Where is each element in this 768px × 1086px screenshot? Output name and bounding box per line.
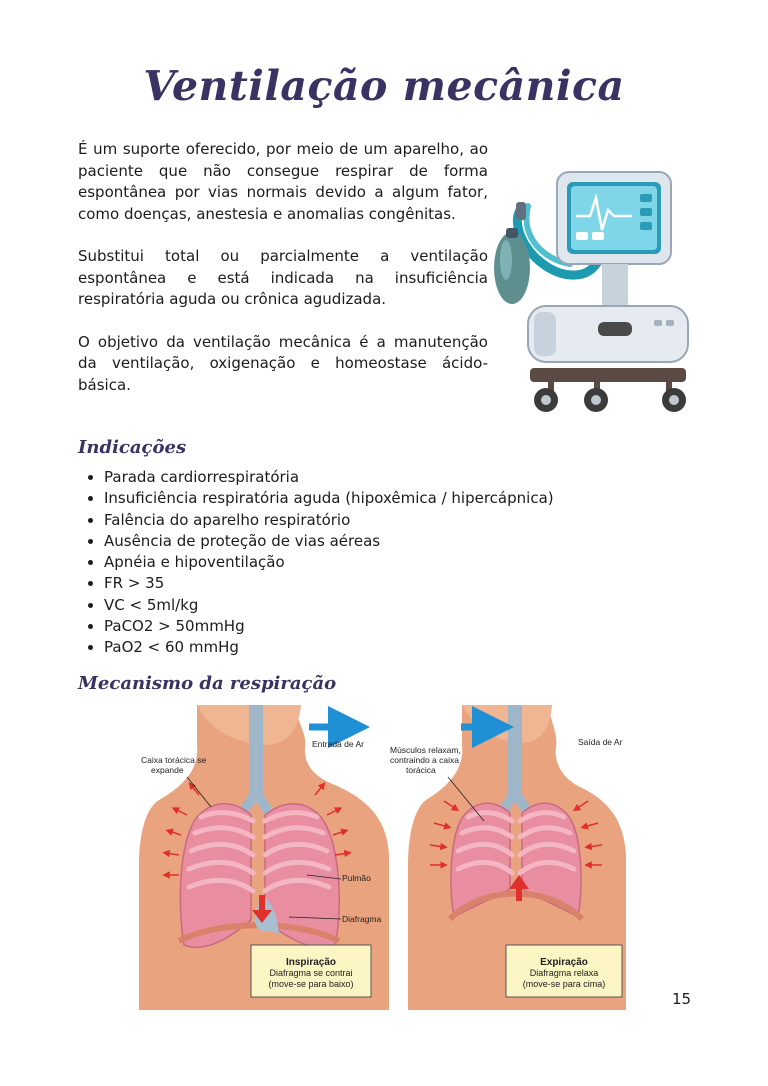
- intro-paragraph-2: Substitui total ou parcialmente a ventilação espontânea e está indicada na insuficiência respiratória aguda ou crônica agudizada.: [78, 247, 488, 308]
- list-item: • Ausência de proteção de vias aéreas: [104, 531, 554, 552]
- muscles-label-line-3: torácica: [406, 765, 436, 775]
- intro-paragraph-1: É um suporte oferecido, por meio de um aparelho, ao paciente que não consegue respirar de forma espontânea por vias normais devido a algum fator, como doenças, anestesia e anomalias congênitas.: [78, 140, 488, 223]
- ribcage-label-line-2: expande: [151, 765, 184, 775]
- intro-text: [78, 139, 488, 417]
- expiration-box-title: Expiração: [540, 957, 588, 968]
- inspiration-panel: [139, 705, 389, 1010]
- expiration-panel: [390, 705, 626, 1010]
- indications-list: [82, 467, 554, 659]
- expiration-box-line-2: (move-se para cima): [522, 979, 606, 989]
- expiration-air-label: Saída de Ar: [578, 737, 623, 747]
- list-item: • Insuficiência respiratória aguda (hipoxêmica / hipercápnica): [104, 488, 554, 509]
- page-number: 15: [672, 990, 692, 1008]
- inspiration-box-title: Inspiração: [285, 957, 337, 968]
- intro-paragraph-3: O objetivo da ventilação mecânica é a manutenção da ventilação, oxigenação e homeostase ácido-básica.: [78, 332, 488, 394]
- inspiration-box-line-2: (move-se para baixo): [268, 979, 354, 989]
- muscles-label-line-1: Músculos relaxam,: [390, 745, 461, 755]
- list-item: • FR > 35: [104, 573, 554, 594]
- inspiration-air-label: Entrada de Ar: [312, 739, 364, 749]
- breathing-mechanism-diagram: [139, 705, 629, 1010]
- list-item: • Parada cardiorrespiratória: [104, 467, 554, 488]
- muscles-label-line-2: contraindo a caixa: [390, 755, 459, 765]
- page-title: Ventilação mecânica: [143, 62, 625, 110]
- list-item: • Apnéia e hipoventilação: [104, 552, 554, 573]
- indications-heading: Indicações: [78, 437, 187, 458]
- list-item: • PaO2 < 60 mmHg: [104, 637, 554, 658]
- ventilator-machine-icon: [490, 168, 700, 418]
- ribcage-label-line-1: Caixa torácica se: [141, 755, 207, 765]
- diaphragm-label: Diafragma: [342, 914, 382, 924]
- list-item: • PaCO2 > 50mmHg: [104, 616, 554, 637]
- lung-label: Pulmão: [342, 873, 371, 883]
- list-item: • Falência do aparelho respiratório: [104, 510, 554, 531]
- mechanism-heading: Mecanismo da respiração: [78, 673, 337, 694]
- expiration-box-line-1: Diafragma relaxa: [529, 968, 599, 978]
- list-item: • VC < 5ml/kg: [104, 595, 554, 616]
- inspiration-box-line-1: Diafragma se contrai: [269, 968, 353, 978]
